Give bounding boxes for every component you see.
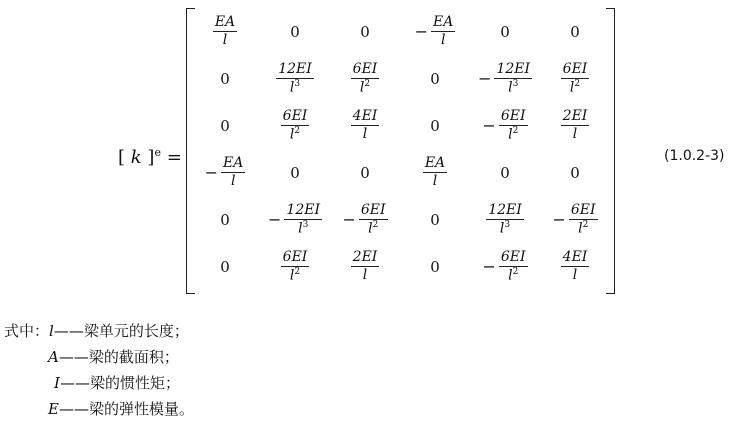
matrix-cell <box>260 55 330 102</box>
matrix-cell <box>400 149 470 196</box>
denominator-power: 2 <box>364 78 371 89</box>
denominator-symbol: l <box>572 267 578 283</box>
fraction <box>351 109 380 141</box>
matrix-zero: 0 <box>500 22 510 41</box>
legend-text: 梁的弹性模量。 <box>88 400 194 418</box>
matrix-zero: 0 <box>360 22 370 41</box>
fraction-numerator: 12EI <box>286 201 320 218</box>
denominator-power: 2 <box>574 78 581 89</box>
variable-legend <box>4 318 194 422</box>
denominator-power: 3 <box>302 219 309 230</box>
legend-prefix: 式中： <box>4 322 50 340</box>
denominator-symbol: l <box>578 220 583 237</box>
legend-symbol: A <box>48 348 59 366</box>
fraction-numerator: 6EI <box>570 201 596 218</box>
matrix-cell <box>260 196 330 243</box>
matrix-cell <box>470 102 540 149</box>
minus-sign: − <box>482 116 496 135</box>
fraction-denominator <box>363 267 367 283</box>
fraction-denominator <box>573 267 577 283</box>
fraction <box>561 62 590 95</box>
matrix-cell <box>470 8 540 55</box>
matrix-cell <box>400 102 470 149</box>
matrix-cell <box>400 8 470 55</box>
matrix-cell <box>260 8 330 55</box>
fraction-denominator <box>573 126 577 142</box>
matrix-cell <box>330 149 400 196</box>
fraction-denominator <box>508 126 518 142</box>
matrix-zero: 0 <box>500 163 510 182</box>
denominator-symbol: l <box>298 220 303 237</box>
matrix-zero: 0 <box>220 210 230 229</box>
fraction-numerator: 2EI <box>562 108 588 125</box>
matrix-cell <box>470 196 540 243</box>
fraction <box>351 62 380 95</box>
denominator-power: 2 <box>582 219 589 230</box>
legend-symbol: I <box>54 374 60 392</box>
fraction-numerator: 2EI <box>352 249 378 266</box>
fraction-numerator: 6EI <box>562 60 588 77</box>
matrix-cell <box>190 102 260 149</box>
matrix-cell <box>540 243 610 290</box>
minus-sign: − <box>482 257 496 276</box>
legend-dash: —— <box>59 374 90 392</box>
fraction-denominator <box>231 173 235 189</box>
matrix-cell <box>260 102 330 149</box>
matrix-cell <box>470 243 540 290</box>
matrix-cell <box>330 102 400 149</box>
legend-text: 梁的惯性矩； <box>89 374 180 392</box>
denominator-power: 2 <box>372 219 379 230</box>
fraction <box>213 15 237 47</box>
fraction-numerator: EA <box>433 14 454 31</box>
fraction <box>494 62 532 95</box>
fraction-denominator <box>500 220 510 236</box>
matrix-zero: 0 <box>220 257 230 276</box>
denominator-symbol: l <box>362 267 368 283</box>
fraction-numerator: 6EI <box>500 107 526 124</box>
fraction-denominator <box>290 126 300 142</box>
matrix-cell <box>540 102 610 149</box>
equals-sign: = <box>166 147 182 168</box>
denominator-symbol: l <box>289 267 295 284</box>
denominator-symbol: l <box>222 32 228 48</box>
fraction <box>221 156 245 188</box>
matrix-cell <box>470 55 540 102</box>
fraction-denominator <box>508 267 518 283</box>
denominator-symbol: l <box>362 126 368 142</box>
fraction <box>284 203 322 236</box>
fraction-numerator: EA <box>223 155 244 172</box>
legend-row <box>4 370 194 396</box>
fraction-denominator <box>368 220 378 236</box>
matrix-right-bracket <box>606 8 615 294</box>
matrix-cell <box>190 55 260 102</box>
stiffness-matrix <box>190 8 610 292</box>
matrix-cell <box>260 149 330 196</box>
legend-dash: —— <box>58 400 89 418</box>
fraction-denominator <box>298 220 308 236</box>
denominator-symbol: l <box>359 79 365 96</box>
matrix-cell <box>540 149 610 196</box>
minus-sign: − <box>268 210 282 229</box>
legend-dash: —— <box>53 322 84 340</box>
matrix-zero: 0 <box>430 210 440 229</box>
fraction-numerator: 12EI <box>278 60 312 77</box>
matrix-cell <box>470 149 540 196</box>
denominator-power: 2 <box>294 125 301 136</box>
legend-row <box>4 344 194 370</box>
matrix-zero: 0 <box>290 22 300 41</box>
denominator-symbol: l <box>572 126 578 142</box>
legend-row <box>4 318 194 344</box>
denominator-symbol: l <box>508 267 513 284</box>
matrix-cell <box>190 149 260 196</box>
fraction-numerator: 6EI <box>282 107 308 124</box>
fraction <box>499 109 528 142</box>
equation-number: (1.0.2-3) <box>664 148 725 164</box>
fraction <box>359 203 388 236</box>
fraction-denominator <box>223 32 227 48</box>
lhs-superscript: e <box>154 146 161 159</box>
denominator-power: 3 <box>504 219 511 230</box>
denominator-symbol: l <box>432 173 438 189</box>
matrix-zero: 0 <box>220 116 230 135</box>
fraction-numerator: EA <box>424 155 446 172</box>
fraction <box>351 250 380 282</box>
denominator-symbol: l <box>289 79 295 96</box>
matrix-cell <box>330 8 400 55</box>
fraction-denominator <box>290 79 300 95</box>
denominator-power: 2 <box>294 266 301 277</box>
fraction-denominator <box>363 126 367 142</box>
denominator-power: 2 <box>512 125 519 136</box>
matrix-cell <box>260 243 330 290</box>
matrix-cell <box>400 243 470 290</box>
fraction <box>276 62 314 95</box>
fraction <box>281 250 310 283</box>
matrix-cell <box>190 8 260 55</box>
legend-symbol: E <box>48 400 59 418</box>
fraction <box>486 203 524 236</box>
equation-lhs <box>118 146 182 168</box>
fraction-numerator: 12EI <box>496 60 530 77</box>
denominator-symbol: l <box>289 126 295 143</box>
matrix-zero: 0 <box>360 163 370 182</box>
fraction-numerator: 6EI <box>282 248 308 265</box>
legend-text: 梁的截面积； <box>88 348 179 366</box>
fraction <box>281 109 310 142</box>
matrix-zero: 0 <box>430 116 440 135</box>
matrix-cell <box>330 196 400 243</box>
fraction-denominator <box>433 173 437 189</box>
matrix-zero: 0 <box>570 22 580 41</box>
matrix-zero: 0 <box>430 69 440 88</box>
matrix-cell <box>540 55 610 102</box>
lhs-open-bracket: [ <box>118 147 126 168</box>
lhs-symbol: k <box>130 147 142 168</box>
fraction <box>499 250 528 283</box>
legend-text: 梁单元的长度； <box>83 322 189 340</box>
minus-sign: − <box>414 22 429 41</box>
matrix-cell <box>190 196 260 243</box>
fraction <box>561 109 590 141</box>
fraction-numerator: 12EI <box>488 201 522 218</box>
fraction-denominator <box>508 79 518 95</box>
matrix-zero: 0 <box>430 257 440 276</box>
matrix-cell <box>400 55 470 102</box>
fraction <box>423 156 447 188</box>
matrix-cell <box>330 55 400 102</box>
matrix-zero: 0 <box>290 163 300 182</box>
denominator-symbol: l <box>440 32 446 48</box>
denominator-symbol: l <box>569 79 575 96</box>
fraction <box>569 203 598 236</box>
fraction <box>561 250 590 282</box>
matrix-zero: 0 <box>570 163 580 182</box>
denominator-power: 3 <box>294 78 301 89</box>
minus-sign: − <box>552 210 566 229</box>
fraction-denominator <box>290 267 300 283</box>
legend-row <box>4 396 194 422</box>
legend-symbol: l <box>49 322 54 340</box>
denominator-power: 3 <box>512 78 519 89</box>
legend-dash: —— <box>58 348 89 366</box>
denominator-symbol: l <box>230 173 236 189</box>
denominator-symbol: l <box>508 79 513 96</box>
matrix-cell <box>190 243 260 290</box>
minus-sign: − <box>204 163 219 182</box>
lhs-close-bracket: ] <box>147 147 155 168</box>
denominator-symbol: l <box>499 220 505 237</box>
minus-sign: − <box>342 210 356 229</box>
denominator-symbol: l <box>508 126 513 143</box>
fraction-numerator: EA <box>214 14 236 31</box>
matrix-cell <box>540 8 610 55</box>
matrix-zero: 0 <box>220 69 230 88</box>
fraction-numerator: 4EI <box>562 249 588 266</box>
fraction-denominator <box>578 220 588 236</box>
matrix-cell <box>540 196 610 243</box>
denominator-power: 2 <box>512 266 519 277</box>
denominator-symbol: l <box>368 220 373 237</box>
fraction-denominator <box>441 32 445 48</box>
fraction-numerator: 6EI <box>352 60 378 77</box>
matrix-cell <box>330 243 400 290</box>
fraction-denominator <box>570 79 580 95</box>
fraction-numerator: 6EI <box>360 201 386 218</box>
fraction-numerator: 4EI <box>352 108 378 125</box>
fraction <box>431 15 455 47</box>
fraction-denominator <box>360 79 370 95</box>
fraction-numerator: 6EI <box>500 248 526 265</box>
matrix-cell <box>400 196 470 243</box>
minus-sign: − <box>478 69 492 88</box>
